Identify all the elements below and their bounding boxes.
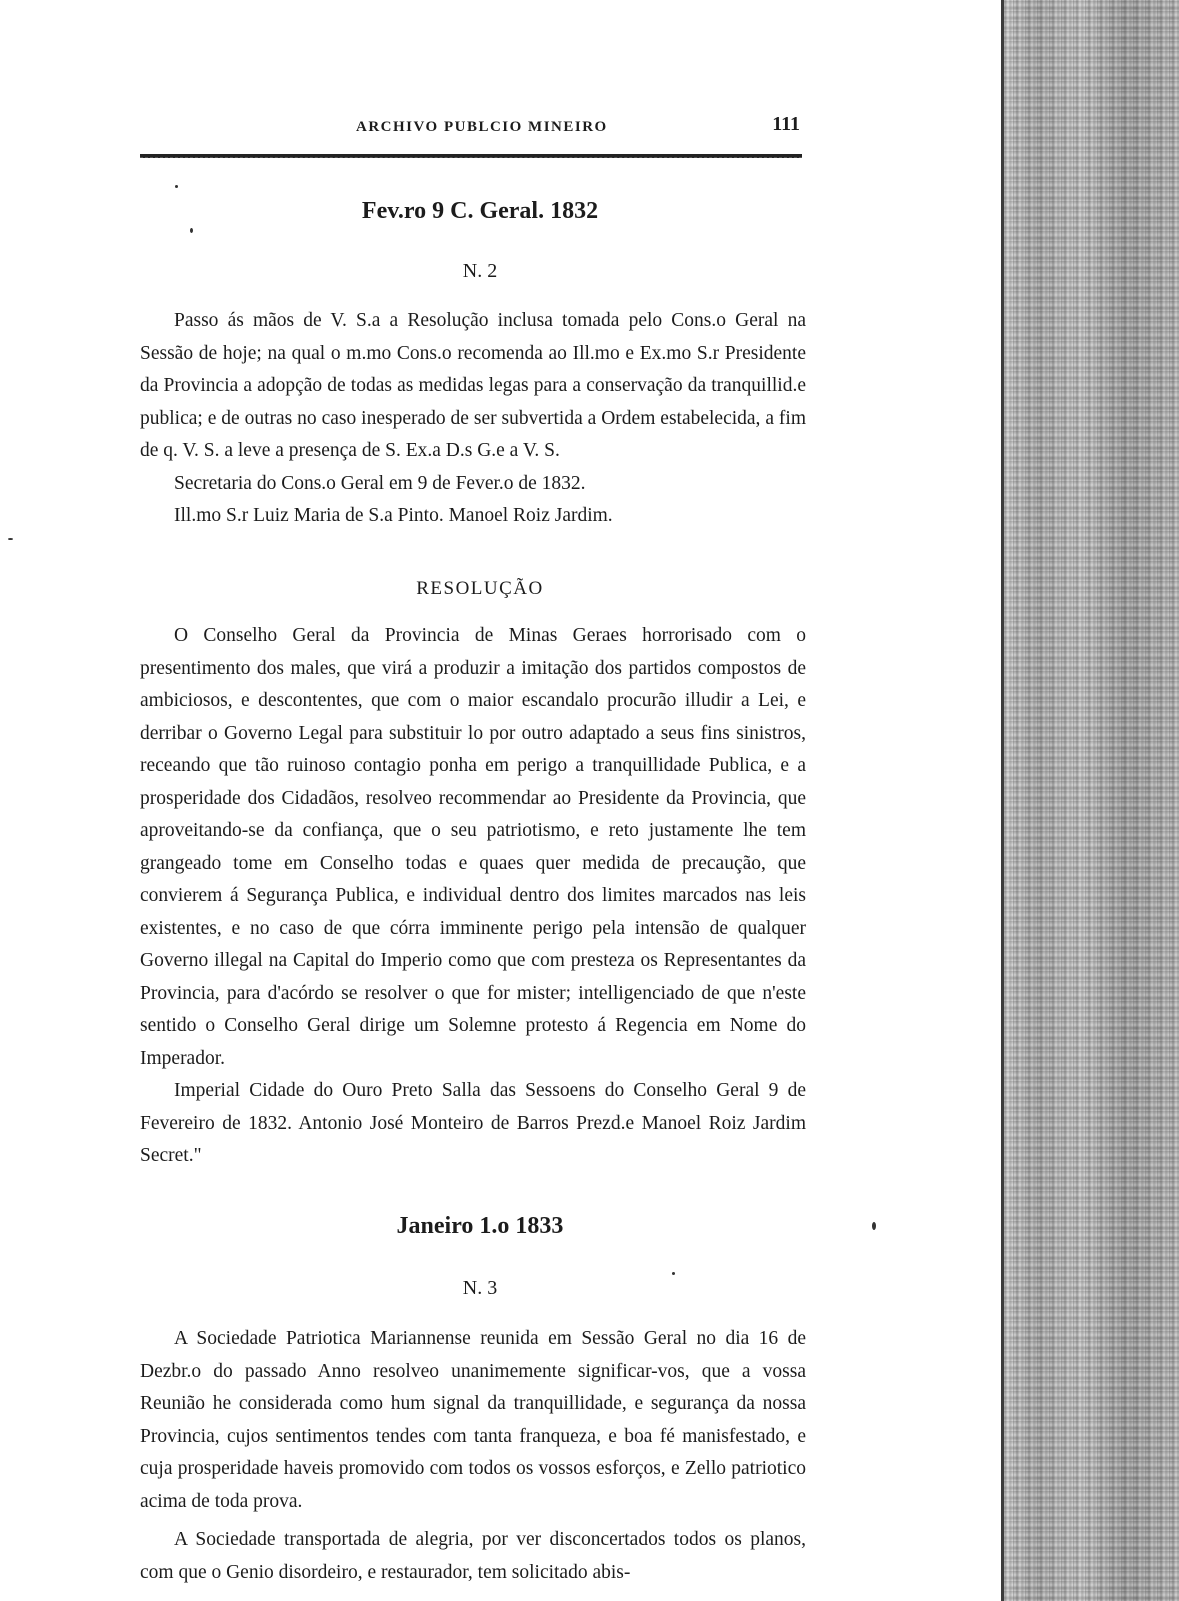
letter-dateline: Secretaria do Cons.o Geral em 9 de Fever.o de 1832. (174, 472, 586, 494)
resolucao-paragraph: O Conselho Geral da Provincia de Minas Geraes horrorisado com o presentimento dos males, que virá a produzir a imitação dos partidos compostos de ambiciosos, e descontentes, que com o maior escandalo procurão illudir a Lei, e derribar o Governo Legal para substituir lo por outro adaptado a seus fins sinistros, receando que tão ruinoso contagio ponha em perigo a tranquillidade Publica, e a prosperidade dos Cidadãos, resolveo recommendar ao Presidente da Provincia, que aproveitando-se da confiança, que o seu patriotismo, e reto justamente lhe tem grangeado tome em Conselho todas e quaes quer medida de precaução, que convierem á Segurança Publica, e individual dentro dos limites marcados nas leis existentes, e no caso de que córra imminente perigo pela intensão de qualquer Governo illegal na Capital do Imperio como que com presteza os Representantes da Provincia, para d'acórdo se resolver o que for mister; intelligenciado de que n'este sentido o Conselho Geral dirige um Solemne protesto á Regencia em Nome do Imperador. (140, 625, 806, 1069)
section-heading-jan-1833: Janeiro 1.o 1833 (396, 1213, 564, 1239)
scan-speck (190, 228, 193, 233)
sociedade-paragraph-continued: A Sociedade transportada de alegria, por ver disconcertados todos os planos, com que o Genio disordeiro, e restaurador, tem solicitado abis- (140, 1529, 806, 1583)
letter-paragraph: Passo ás mãos de V. S.a a Resolução inclusa tomada pelo Cons.o Geral na Sessão de hoje; na qual o m.mo Cons.o recomenda ao Ill.mo e Ex.mo S.r Presidente da Provincia a adopção de todas as medidas legas para a conservação da tranquillid.e publica; e de outras no caso inesperado de ser subvertida a Ordem estabelecida, a fim de q. V. S. a leve a presença de S. Ex.a D.s G.e a V. S. (140, 310, 806, 461)
scan-speck (175, 185, 178, 188)
scan-speck (672, 1272, 675, 1275)
sociedade-paragraph: A Sociedade Patriotica Mariannense reunida em Sessão Geral no dia 16 de Dezbr.o do passado Anno resolveo unanimemente significar-vos, que a vossa Reunião he considerada como hum signal da tranquillidade, e segurança da nossa Provincia, cujos sentimentos tendes com tanta franqueza, e boa fé manisfestado, e cuja prosperidade haveis promovido com todos os vossos esforços, e Zello patriotico acima de toda prova. (140, 1328, 806, 1512)
resolucao-closing: Imperial Cidade do Ouro Preto Salla das Sessoens do Conselho Geral 9 de Fevereiro de 1832. Antonio José Monteiro de Barros Prezd.e Manoel Roiz Jardim Secret." (140, 1080, 806, 1166)
resolucao-body (140, 620, 806, 1173)
section-heading-fev-1832: Fev.ro 9 C. Geral. 1832 (361, 198, 599, 224)
letter-body (140, 305, 806, 533)
document-page (140, 0, 820, 1601)
page-number: 111 (772, 113, 800, 135)
book-page-edge (1001, 0, 1179, 1601)
running-title: ARCHIVO PUBLCIO MINEIRO (356, 119, 608, 135)
document-number-3: N. 3 (462, 1277, 498, 1299)
sociedade-body (140, 1323, 806, 1589)
letter-signature: Ill.mo S.r Luiz Maria de S.a Pinto. Manoel Roiz Jardim. (174, 505, 613, 526)
scan-speck (872, 1222, 876, 1230)
running-head (140, 113, 820, 143)
scan-speck (8, 538, 13, 540)
header-rule (140, 154, 802, 158)
resolucao-heading: RESOLUÇÃO (416, 578, 544, 599)
document-number-2: N. 2 (462, 260, 498, 282)
